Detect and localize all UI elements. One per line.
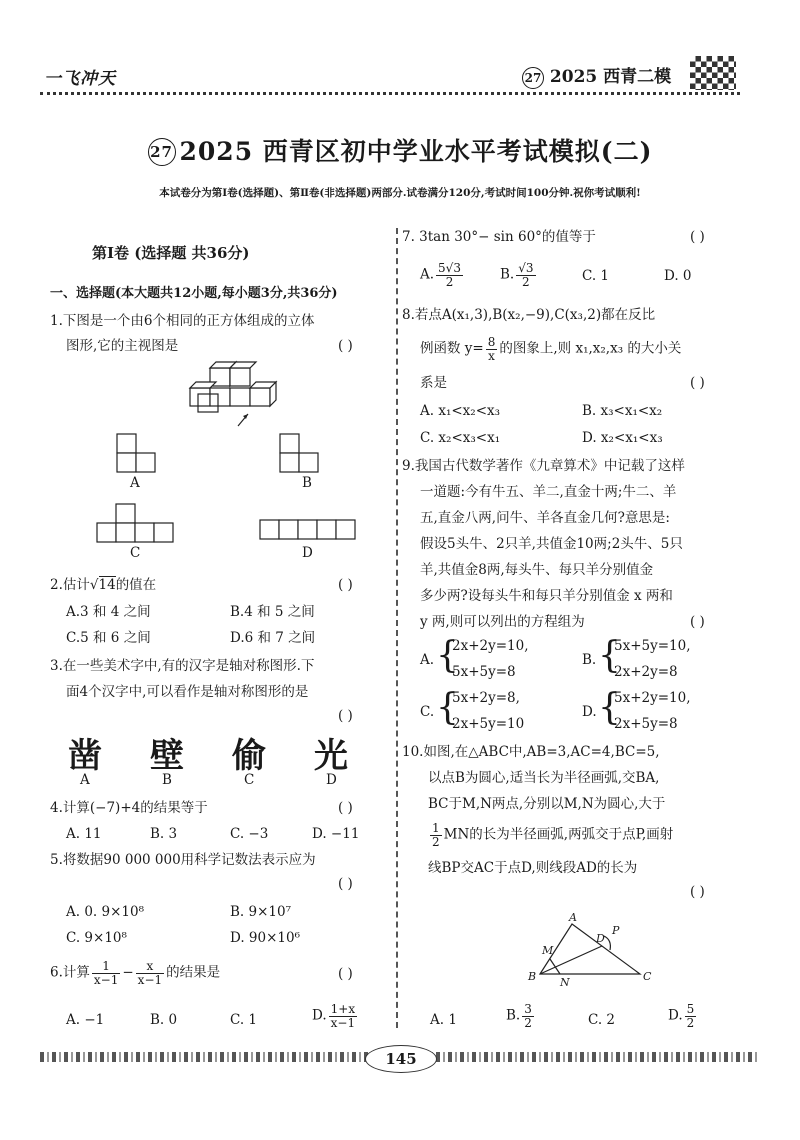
q10-line4 [428, 822, 673, 848]
q10-label-b: B [528, 970, 537, 983]
column-divider [396, 228, 398, 1028]
q1-option-b-label[interactable]: B [302, 475, 312, 491]
q9-option-c-letter[interactable]: C. [420, 704, 435, 720]
q2-option-b[interactable]: B.4 和 5 之间 [230, 604, 315, 620]
q10-label-p: P [612, 924, 620, 937]
q9-line3: 五,直金八两,问牛、羊各直金几何?意思是: [420, 510, 670, 526]
q3-char-a: 凿 [68, 736, 102, 776]
q8-option-d[interactable]: D. x₂<x₁<x₃ [582, 430, 663, 446]
q8-line2-pre: 例函数 y= [420, 340, 484, 357]
q2-radicand: 14 [98, 577, 116, 593]
q2-answer-paren: ( ) [338, 577, 353, 593]
q3-char-c: 偷 [232, 736, 266, 776]
q9-option-c-eq2: 2x+5y=10 [452, 716, 525, 732]
q2-stem-pre: 2.估计 [50, 577, 90, 593]
q1-option-a-figure [115, 432, 159, 474]
q3-line1: 3.在一些美术字中,有的汉字是轴对称图形.下 [50, 658, 315, 674]
q9-option-d-eq1: 5x+2y=10, [614, 690, 691, 706]
exam-intro: 本试卷分为第Ⅰ卷(选择题)、第Ⅱ卷(非选择题)两部分.试卷满分120分,考试时间100分钟.祝你考试顺利! [159, 187, 641, 199]
q10-label-d: D [596, 932, 605, 945]
q6-option-a[interactable]: A. −1 [66, 1012, 105, 1028]
q9-line6: 多少两?设每头牛和每只羊分别值金 x 两和 [420, 588, 673, 604]
q10-line5: 线BP交AC于点D,则线段AD的长为 [428, 860, 638, 876]
q3-label-d[interactable]: D [326, 772, 337, 788]
q6-answer-paren: ( ) [338, 966, 353, 982]
q10-label-n: N [560, 976, 570, 989]
q5-option-d[interactable]: D. 90×10⁶ [230, 930, 301, 946]
q10-label-c: C [643, 970, 652, 983]
q1-line2: 图形,它的主视图是 [66, 338, 179, 354]
q10-triangle-figure [520, 910, 660, 990]
q8-option-a[interactable]: A. x₁<x₂<x₃ [420, 403, 501, 419]
q5-answer-paren: ( ) [338, 876, 353, 892]
q9-option-a-letter[interactable]: A. [420, 652, 435, 668]
q3-char-d: 光 [314, 736, 348, 776]
q10-line2: 以点B为圆心,适当长为半径画弧,交BA, [428, 770, 660, 786]
paper1-title: 第Ⅰ卷 (选择题 共36分) [92, 244, 250, 262]
q3-label-c[interactable]: C [244, 772, 255, 788]
q8-option-b[interactable]: B. x₃<x₁<x₂ [582, 403, 663, 419]
q10-half-fraction: $\frac{1}{2}$ [432, 821, 440, 849]
q8-line2 [420, 336, 681, 362]
q10-answer-paren: ( ) [690, 884, 705, 900]
q9-option-d-eq2: 2x+5y=8 [614, 716, 678, 732]
q2-option-a[interactable]: A.3 和 4 之间 [66, 604, 151, 620]
q6-option-b[interactable]: B. 0 [150, 1012, 178, 1028]
q10-label-a: A [569, 911, 577, 924]
q5-stem: 5.将数据90 000 000用科学记数法表示应为 [50, 852, 316, 868]
q8-fraction: $\frac{8}{x}$ [487, 335, 496, 363]
header-rule [40, 92, 740, 95]
q5-option-a[interactable]: A. 0. 9×10⁸ [66, 904, 144, 920]
q8-answer-paren: ( ) [690, 375, 705, 391]
checker-decoration [690, 56, 736, 90]
q1-option-c-label[interactable]: C [130, 545, 141, 561]
q8-line1: 8.若点A(x₁,3),B(x₂,−9),C(x₃,2)都在反比 [402, 307, 656, 323]
q10-label-m: M [542, 944, 554, 957]
q4-option-c[interactable]: C. −3 [230, 826, 269, 842]
q3-answer-paren: ( ) [338, 708, 353, 724]
q1-option-c-figure [95, 502, 177, 544]
q4-option-d[interactable]: D. −11 [312, 826, 360, 842]
q1-option-b-figure [278, 432, 322, 474]
section-title: 一、选择题(本大题共12小题,每小题3分,共36分) [50, 286, 338, 301]
q4-stem: 4.计算(−7)+4的结果等于 [50, 800, 208, 816]
q8-line3: 系是 [420, 375, 447, 391]
page-title [0, 132, 800, 168]
q9-option-c-brace: { [436, 687, 459, 728]
q10-line1: 10.如图,在△ABC中,AB=3,AC=4,BC=5, [402, 744, 660, 760]
q5-option-c[interactable]: C. 9×10⁸ [66, 930, 127, 946]
q2-stem [50, 577, 156, 593]
q3-line2: 面4个汉字中,可以看作是轴对称图形的是 [66, 684, 309, 700]
header-circle-number: 27 [522, 67, 544, 89]
q6-option-d[interactable]: D. $\frac{1+x}{x-1}$ [312, 1002, 356, 1030]
title-text: 2025 西青区初中学业水平考试模拟(二) [179, 137, 653, 166]
q9-option-d-brace: { [598, 687, 621, 728]
q2-option-d[interactable]: D.6 和 7 之间 [230, 630, 316, 646]
q7-answer-paren: ( ) [690, 229, 705, 245]
q10-option-c[interactable]: C. 2 [588, 1012, 616, 1028]
q2-stem-post: 的值在 [115, 577, 157, 593]
q7-option-b[interactable]: B. $\frac{√3}{2}$ [500, 261, 534, 289]
q3-char-b: 壁 [150, 736, 184, 776]
q6-stem-pre: 6.计算 [50, 964, 90, 981]
q9-line5: 羊,共值金8两,每头牛、每只羊分别值金 [420, 562, 654, 578]
q7-option-c[interactable]: C. 1 [582, 268, 610, 284]
q9-line2: 一道题:今有牛五、羊二,直金十两;牛二、羊 [420, 484, 677, 500]
q9-option-b-eq2: 2x+2y=8 [614, 664, 678, 680]
q2-option-c[interactable]: C.5 和 6 之间 [66, 630, 151, 646]
q1-option-d-label[interactable]: D [302, 545, 313, 561]
title-circle-number: 27 [148, 138, 176, 166]
q10-option-a[interactable]: A. 1 [430, 1012, 457, 1028]
q6-minus: − [122, 964, 134, 981]
q1-answer-paren: ( ) [338, 338, 353, 354]
q4-option-a[interactable]: A. 11 [66, 826, 102, 842]
q10-line4-post: MN的长为半径画弧,两弧交于点P,画射 [443, 826, 674, 843]
q9-option-a-eq1: 2x+2y=10, [452, 638, 529, 654]
brand-logo: 一飞冲天 [44, 69, 116, 89]
q9-option-a-brace: { [436, 635, 459, 676]
q10-line3: BC于M,N两点,分别以M,N为圆心,大于 [428, 796, 666, 812]
q9-option-c-eq1: 5x+2y=8, [452, 690, 520, 706]
q6-stem [50, 960, 220, 986]
exam-label-text: 2025 西青二模 [549, 67, 672, 87]
q5-option-b[interactable]: B. 9×10⁷ [230, 904, 291, 920]
q4-answer-paren: ( ) [338, 800, 353, 816]
exam-label [522, 62, 671, 89]
q9-option-d-letter[interactable]: D. [582, 704, 597, 720]
q1-option-d-figure [258, 518, 360, 542]
q3-label-b[interactable]: B [162, 772, 172, 788]
q6-fraction-1: $\frac{1}{x-1}$ [93, 959, 119, 987]
page-number: 145 [365, 1045, 437, 1073]
q9-line7: y 两,则可以列出的方程组为 [420, 614, 585, 630]
q9-option-b-eq1: 5x+5y=10, [614, 638, 691, 654]
q3-label-a[interactable]: A [80, 772, 90, 788]
q1-solid-figure [180, 360, 300, 430]
q7-stem: 7. 3tan 30°− sin 60°的值等于 [402, 229, 596, 245]
q9-option-b-letter[interactable]: B. [582, 652, 597, 668]
q9-option-b-brace: { [598, 635, 621, 676]
q7-option-a[interactable]: A. $\frac{5√3}{2}$ [420, 261, 461, 289]
q9-option-a-eq2: 5x+5y=8 [452, 664, 516, 680]
q10-option-d[interactable]: D. $\frac{5}{2}$ [668, 1002, 695, 1030]
q8-line2-post: 的图象上,则 x₁,x₂,x₃ 的大小关 [499, 340, 682, 357]
q7-option-d[interactable]: D. 0 [664, 268, 692, 284]
q1-line1: 1.下图是一个由6个相同的正方体组成的立体 [50, 313, 315, 329]
q8-option-c[interactable]: C. x₂<x₃<x₁ [420, 430, 501, 446]
q6-fraction-2: $\frac{x}{x-1}$ [137, 959, 163, 987]
q10-option-b[interactable]: B. $\frac{3}{2}$ [506, 1002, 532, 1030]
q9-line4: 假设5头牛、2只羊,共值金10两;2头牛、5只 [420, 536, 683, 552]
q4-option-b[interactable]: B. 3 [150, 826, 178, 842]
q1-option-a-label[interactable]: A [130, 475, 140, 491]
q9-answer-paren: ( ) [690, 614, 705, 630]
q6-option-c[interactable]: C. 1 [230, 1012, 258, 1028]
sqrt-symbol: √ [89, 577, 99, 593]
q9-line1: 9.我国古代数学著作《九章算术》中记载了这样 [402, 458, 685, 474]
q6-stem-post: 的结果是 [166, 964, 221, 981]
